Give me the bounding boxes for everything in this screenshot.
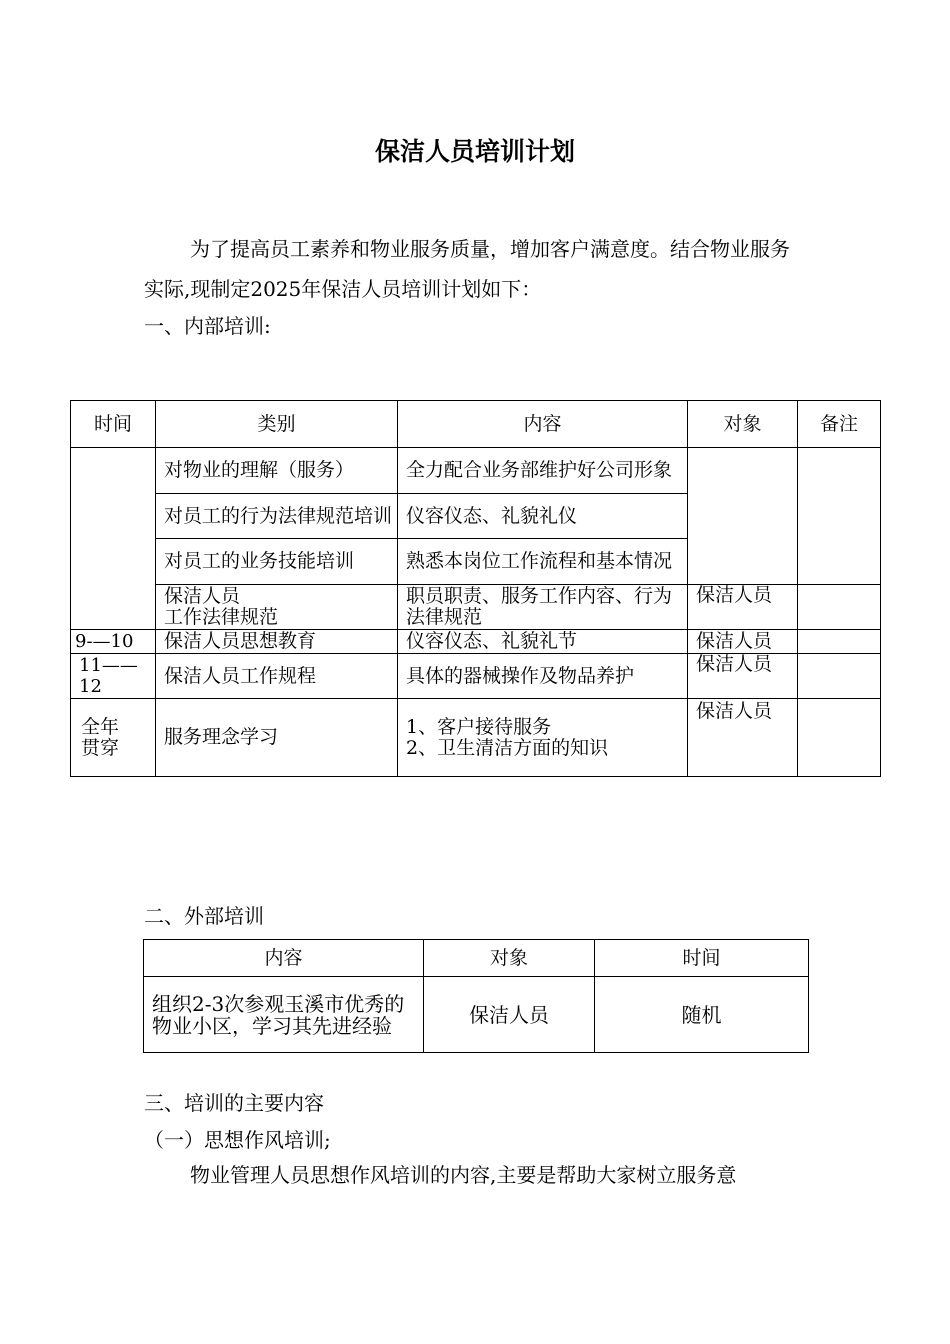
header-time: 时间 <box>595 940 809 977</box>
time-cell: 随机 <box>595 977 809 1053</box>
category-cell: 保洁人员思想教育 <box>156 630 398 654</box>
section-heading-content: 三、培训的主要内容 <box>144 1091 324 1115</box>
table-header-row <box>144 940 809 977</box>
table-row <box>71 699 881 777</box>
category-cell: 对物业的理解（服务） <box>156 448 398 494</box>
time-cell: 11——12 <box>71 654 156 699</box>
section-heading-internal: 一、内部培训: <box>144 314 271 338</box>
note-cell <box>798 448 881 585</box>
target-cell <box>688 448 798 585</box>
content-cell: 仪容仪态、礼貌礼节 <box>398 630 688 654</box>
time-cell <box>71 448 156 630</box>
subsection-heading: （一）思想作风培训; <box>144 1128 331 1152</box>
header-content: 内容 <box>398 401 688 448</box>
content-cell: 职员职责、服务工作内容、行为法律规范 <box>398 585 688 630</box>
note-cell <box>798 699 881 777</box>
intro-paragraph: 为了提高员工素养和物业服务质量，增加客户满意度。结合物业服务实际,现制定2025年保洁人员培训计划如下： <box>144 237 790 301</box>
header-content: 内容 <box>144 940 424 977</box>
internal-training-table <box>70 400 881 777</box>
document-title: 保洁人员培训计划 <box>374 137 575 166</box>
content-cell: 熟悉本岗位工作流程和基本情况 <box>398 539 688 585</box>
category-cell: 对员工的行为法律规范培训 <box>156 494 398 539</box>
body-paragraph: 物业管理人员思想作风培训的内容,主要是帮助大家树立服务意 <box>190 1163 737 1187</box>
header-target: 对象 <box>688 401 798 448</box>
table-row <box>71 630 881 654</box>
note-cell <box>798 585 881 630</box>
category-cell: 保洁人员 工作法律规范 <box>156 585 398 630</box>
table-row <box>71 585 881 630</box>
target-cell: 保洁人员 <box>688 699 798 777</box>
target-cell: 保洁人员 <box>688 654 798 699</box>
category-cell: 对员工的业务技能培训 <box>156 539 398 585</box>
category-cell: 保洁人员工作规程 <box>156 654 398 699</box>
external-training-table <box>143 939 809 1053</box>
header-note: 备注 <box>798 401 881 448</box>
content-cell: 组织2-3次参观玉溪市优秀的物业小区，学习其先进经验 <box>144 977 424 1053</box>
time-cell: 9-—10 <box>71 630 156 654</box>
section-heading-external: 二、外部培训 <box>144 904 264 928</box>
target-cell: 保洁人员 <box>688 630 798 654</box>
content-cell: 全力配合业务部维护好公司形象 <box>398 448 688 494</box>
target-cell: 保洁人员 <box>688 585 798 630</box>
table-row <box>71 654 881 699</box>
table-row <box>144 977 809 1053</box>
header-time: 时间 <box>71 401 156 448</box>
target-cell: 保洁人员 <box>424 977 595 1053</box>
header-category: 类别 <box>156 401 398 448</box>
header-target: 对象 <box>424 940 595 977</box>
note-cell <box>798 630 881 654</box>
note-cell <box>798 654 881 699</box>
content-cell: 1、客户接待服务 2、卫生清洁方面的知识 <box>398 699 688 777</box>
content-cell: 仪容仪态、礼貌礼仪 <box>398 494 688 539</box>
content-cell: 具体的器械操作及物品养护 <box>398 654 688 699</box>
table-header-row <box>71 401 881 448</box>
category-cell: 服务理念学习 <box>156 699 398 777</box>
table-row <box>71 448 881 494</box>
time-cell: 全年贯穿 <box>71 699 156 777</box>
